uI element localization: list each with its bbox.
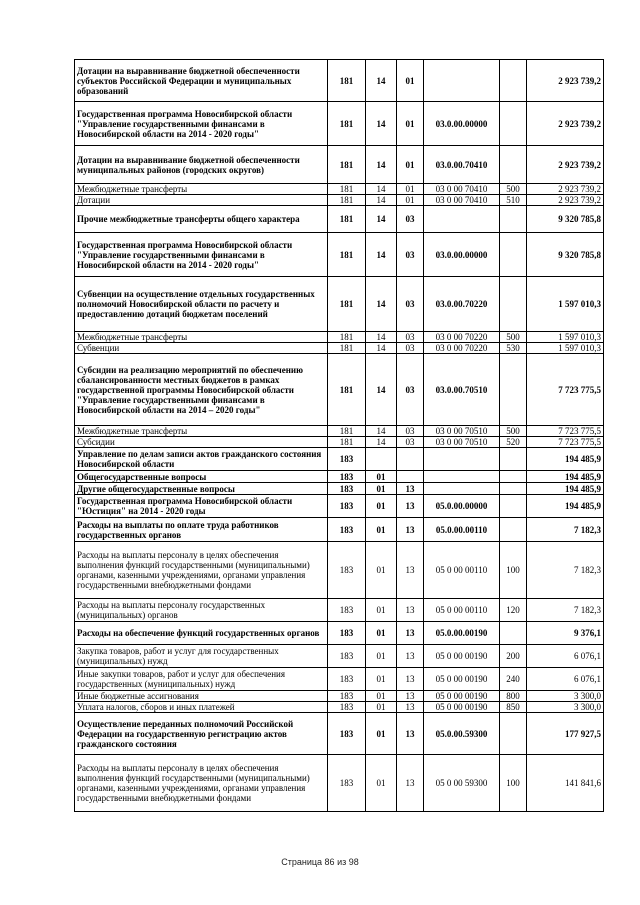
row-name-cell: Государственная программа Новосибирской области "Управление государственными финансами в Новосибирской области на 2014 - 2020 годы" — [75, 233, 328, 277]
row-subsection-cell: 13 — [397, 542, 424, 599]
row-name-cell: Межбюджетные трансферты — [75, 426, 328, 437]
page-number: Страница 86 из 98 — [281, 857, 359, 867]
table-row — [75, 233, 604, 277]
row-grbs-cell: 181 — [328, 343, 366, 354]
row-target-item-cell: 05 0 00 00110 — [424, 542, 500, 599]
row-section-cell: 01 — [366, 495, 397, 518]
row-name-cell: Субсидии на реализацию мероприятий по обеспечению сбалансированности местных бюджетов в рамках государственной программы Новосибирской области "Управление государственными финансами в Новосибирской области на 2014 – 2020 годы" — [75, 354, 328, 426]
table-row — [75, 354, 604, 426]
row-expense-type-cell: 500 — [500, 332, 527, 343]
row-name-cell: Субвенции на осуществление отдельных государственных полномочий Новосибирской области по расчету и предоставлению дотаций бюджетам поселений — [75, 277, 328, 332]
row-amount-cell: 6 076,1 — [527, 668, 604, 691]
row-section-cell: 14 — [366, 277, 397, 332]
row-grbs-cell: 183 — [328, 599, 366, 622]
row-section-cell: 14 — [366, 184, 397, 195]
table-row — [75, 645, 604, 668]
row-amount-cell: 3 300,0 — [527, 702, 604, 713]
row-target-item-cell: 05 0 00 00190 — [424, 668, 500, 691]
row-subsection-cell: 13 — [397, 755, 424, 812]
row-section-cell: 01 — [366, 713, 397, 755]
row-target-item-cell: 03 0 00 70410 — [424, 195, 500, 206]
row-section-cell: 01 — [366, 471, 397, 483]
row-subsection-cell: 03 — [397, 437, 424, 448]
row-expense-type-cell: 200 — [500, 645, 527, 668]
row-name-cell: Прочие межбюджетные трансферты общего характера — [75, 206, 328, 233]
row-section-cell: 01 — [366, 755, 397, 812]
row-section-cell: 14 — [366, 354, 397, 426]
row-section-cell: 01 — [366, 622, 397, 645]
row-target-item-cell: 03 0 00 70220 — [424, 332, 500, 343]
row-subsection-cell: 03 — [397, 354, 424, 426]
table-row — [75, 471, 604, 483]
row-subsection-cell: 01 — [397, 60, 424, 102]
table-row — [75, 542, 604, 599]
row-subsection-cell — [397, 471, 424, 483]
row-subsection-cell: 03 — [397, 343, 424, 354]
table-row — [75, 146, 604, 184]
row-target-item-cell — [424, 483, 500, 495]
row-name-cell: Государственная программа Новосибирской области "Управление государственными финансами в Новосибирской области на 2014 - 2020 годы" — [75, 102, 328, 146]
row-grbs-cell: 183 — [328, 483, 366, 495]
row-expense-type-cell: 850 — [500, 702, 527, 713]
row-amount-cell: 7 182,3 — [527, 542, 604, 599]
row-expense-type-cell: 800 — [500, 691, 527, 702]
row-name-cell: Закупка товаров, работ и услуг для государственных (муниципальных) нужд — [75, 645, 328, 668]
row-expense-type-cell — [500, 495, 527, 518]
budget-table-sheet — [74, 59, 603, 812]
row-target-item-cell: 05.0.00.00110 — [424, 518, 500, 542]
row-target-item-cell: 05 0 00 59300 — [424, 755, 500, 812]
row-subsection-cell — [397, 448, 424, 471]
row-section-cell: 14 — [366, 426, 397, 437]
row-target-item-cell — [424, 60, 500, 102]
row-expense-type-cell: 510 — [500, 195, 527, 206]
table-row — [75, 483, 604, 495]
budget-table — [74, 59, 604, 812]
row-section-cell: 14 — [366, 343, 397, 354]
row-section-cell: 14 — [366, 332, 397, 343]
row-amount-cell: 9 376,1 — [527, 622, 604, 645]
row-grbs-cell: 181 — [328, 195, 366, 206]
row-grbs-cell: 183 — [328, 702, 366, 713]
row-expense-type-cell — [500, 354, 527, 426]
row-target-item-cell: 05 0 00 00110 — [424, 599, 500, 622]
row-amount-cell: 2 923 739,2 — [527, 60, 604, 102]
row-expense-type-cell — [500, 483, 527, 495]
table-row — [75, 343, 604, 354]
row-name-cell: Иные закупки товаров, работ и услуг для обеспечения государственных (муниципальных) нужд — [75, 668, 328, 691]
table-row — [75, 622, 604, 645]
row-name-cell: Другие общегосударственные вопросы — [75, 483, 328, 495]
row-expense-type-cell: 500 — [500, 426, 527, 437]
row-name-cell: Дотации — [75, 195, 328, 206]
row-section-cell: 14 — [366, 206, 397, 233]
row-name-cell: Государственная программа Новосибирской области "Юстиция" на 2014 - 2020 годы — [75, 495, 328, 518]
row-subsection-cell: 13 — [397, 691, 424, 702]
row-target-item-cell: 05 0 00 00190 — [424, 702, 500, 713]
row-name-cell: Дотации на выравнивание бюджетной обеспеченности субъектов Российской Федерации и муниципальных образований — [75, 60, 328, 102]
row-grbs-cell: 181 — [328, 102, 366, 146]
row-grbs-cell: 183 — [328, 645, 366, 668]
row-expense-type-cell — [500, 60, 527, 102]
row-target-item-cell: 05.0.00.00000 — [424, 495, 500, 518]
row-expense-type-cell — [500, 277, 527, 332]
row-amount-cell: 2 923 739,2 — [527, 195, 604, 206]
row-section-cell: 01 — [366, 702, 397, 713]
row-amount-cell: 1 597 010,3 — [527, 277, 604, 332]
row-subsection-cell: 13 — [397, 713, 424, 755]
table-row — [75, 277, 604, 332]
row-amount-cell: 7 723 775,5 — [527, 426, 604, 437]
row-expense-type-cell — [500, 206, 527, 233]
row-amount-cell: 3 300,0 — [527, 691, 604, 702]
row-subsection-cell: 13 — [397, 702, 424, 713]
row-grbs-cell: 181 — [328, 233, 366, 277]
row-target-item-cell: 05 0 00 00190 — [424, 645, 500, 668]
table-row — [75, 426, 604, 437]
row-name-cell: Расходы на выплаты персоналу в целях обеспечения выполнения функций государственными (муниципальными) органами, казенными учреждениями, органами управления государственными внебюджетными фондами — [75, 542, 328, 599]
row-grbs-cell: 181 — [328, 184, 366, 195]
row-subsection-cell: 03 — [397, 332, 424, 343]
row-expense-type-cell: 500 — [500, 184, 527, 195]
table-row — [75, 668, 604, 691]
row-section-cell — [366, 448, 397, 471]
row-amount-cell: 194 485,9 — [527, 471, 604, 483]
row-name-cell: Иные бюджетные ассигнования — [75, 691, 328, 702]
row-target-item-cell: 03.0.00.00000 — [424, 233, 500, 277]
table-row — [75, 184, 604, 195]
row-subsection-cell: 13 — [397, 495, 424, 518]
row-subsection-cell: 13 — [397, 668, 424, 691]
row-section-cell: 01 — [366, 599, 397, 622]
table-row — [75, 495, 604, 518]
row-subsection-cell: 13 — [397, 599, 424, 622]
row-grbs-cell: 181 — [328, 437, 366, 448]
row-grbs-cell: 183 — [328, 691, 366, 702]
row-expense-type-cell — [500, 146, 527, 184]
row-expense-type-cell: 120 — [500, 599, 527, 622]
row-grbs-cell: 181 — [328, 354, 366, 426]
row-target-item-cell — [424, 471, 500, 483]
row-grbs-cell: 183 — [328, 471, 366, 483]
row-target-item-cell — [424, 206, 500, 233]
row-target-item-cell: 05.0.00.59300 — [424, 713, 500, 755]
row-expense-type-cell: 100 — [500, 755, 527, 812]
row-subsection-cell: 03 — [397, 277, 424, 332]
table-row — [75, 518, 604, 542]
row-name-cell: Межбюджетные трансферты — [75, 332, 328, 343]
row-target-item-cell: 03.0.00.00000 — [424, 102, 500, 146]
row-amount-cell: 1 597 010,3 — [527, 332, 604, 343]
row-target-item-cell: 03 0 00 70510 — [424, 426, 500, 437]
table-row — [75, 102, 604, 146]
row-amount-cell: 141 841,6 — [527, 755, 604, 812]
row-target-item-cell: 03 0 00 70220 — [424, 343, 500, 354]
row-section-cell: 01 — [366, 518, 397, 542]
row-section-cell: 01 — [366, 691, 397, 702]
row-expense-type-cell — [500, 622, 527, 645]
row-amount-cell: 177 927,5 — [527, 713, 604, 755]
row-expense-type-cell — [500, 471, 527, 483]
row-name-cell: Расходы на выплаты персоналу государственных (муниципальных) органов — [75, 599, 328, 622]
table-row — [75, 60, 604, 102]
row-target-item-cell: 03.0.00.70510 — [424, 354, 500, 426]
row-grbs-cell: 183 — [328, 713, 366, 755]
row-section-cell: 14 — [366, 233, 397, 277]
row-amount-cell: 7 182,3 — [527, 599, 604, 622]
row-amount-cell: 2 923 739,2 — [527, 102, 604, 146]
row-expense-type-cell: 240 — [500, 668, 527, 691]
row-target-item-cell: 03.0.00.70410 — [424, 146, 500, 184]
table-row — [75, 437, 604, 448]
row-grbs-cell: 181 — [328, 277, 366, 332]
row-name-cell: Общегосударственные вопросы — [75, 471, 328, 483]
row-name-cell: Уплата налогов, сборов и иных платежей — [75, 702, 328, 713]
row-subsection-cell: 13 — [397, 483, 424, 495]
row-expense-type-cell — [500, 518, 527, 542]
row-section-cell: 01 — [366, 668, 397, 691]
row-expense-type-cell: 530 — [500, 343, 527, 354]
row-name-cell: Расходы на выплаты по оплате труда работников государственных органов — [75, 518, 328, 542]
table-row — [75, 332, 604, 343]
row-subsection-cell: 01 — [397, 146, 424, 184]
row-amount-cell: 9 320 785,8 — [527, 206, 604, 233]
row-target-item-cell: 05 0 00 00190 — [424, 691, 500, 702]
row-amount-cell: 194 485,9 — [527, 483, 604, 495]
row-amount-cell: 2 923 739,2 — [527, 146, 604, 184]
row-section-cell: 14 — [366, 60, 397, 102]
row-section-cell: 14 — [366, 437, 397, 448]
row-subsection-cell: 03 — [397, 233, 424, 277]
row-amount-cell: 2 923 739,2 — [527, 184, 604, 195]
table-row — [75, 206, 604, 233]
row-expense-type-cell: 520 — [500, 437, 527, 448]
table-row — [75, 755, 604, 812]
row-name-cell: Межбюджетные трансферты — [75, 184, 328, 195]
row-target-item-cell: 05.0.00.00190 — [424, 622, 500, 645]
row-expense-type-cell — [500, 713, 527, 755]
row-grbs-cell: 183 — [328, 495, 366, 518]
row-subsection-cell: 13 — [397, 645, 424, 668]
row-grbs-cell: 183 — [328, 448, 366, 471]
row-grbs-cell: 183 — [328, 518, 366, 542]
row-grbs-cell: 181 — [328, 206, 366, 233]
table-row — [75, 713, 604, 755]
row-section-cell: 14 — [366, 146, 397, 184]
table-row — [75, 448, 604, 471]
row-name-cell: Дотации на выравнивание бюджетной обеспеченности муниципальных районов (городских округов) — [75, 146, 328, 184]
row-name-cell: Расходы на выплаты персоналу в целях обеспечения выполнения функций государственными (муниципальными) органами, казенными учреждениями, органами управления государственными внебюджетными фондами — [75, 755, 328, 812]
table-row — [75, 702, 604, 713]
table-row — [75, 195, 604, 206]
row-amount-cell: 7 182,3 — [527, 518, 604, 542]
table-row — [75, 691, 604, 702]
row-name-cell: Осуществление переданных полномочий Российской Федерации на государственную регистрацию актов гражданского состояния — [75, 713, 328, 755]
row-name-cell: Управление по делам записи актов гражданского состояния Новосибирской области — [75, 448, 328, 471]
row-grbs-cell: 181 — [328, 426, 366, 437]
row-target-item-cell: 03 0 00 70410 — [424, 184, 500, 195]
row-grbs-cell: 181 — [328, 332, 366, 343]
row-expense-type-cell: 100 — [500, 542, 527, 599]
row-section-cell: 01 — [366, 645, 397, 668]
row-name-cell: Расходы на обеспечение функций государственных органов — [75, 622, 328, 645]
row-subsection-cell: 03 — [397, 206, 424, 233]
row-amount-cell: 9 320 785,8 — [527, 233, 604, 277]
row-grbs-cell: 183 — [328, 755, 366, 812]
row-subsection-cell: 01 — [397, 195, 424, 206]
row-target-item-cell: 03.0.00.70220 — [424, 277, 500, 332]
row-expense-type-cell — [500, 102, 527, 146]
row-amount-cell: 7 723 775,5 — [527, 437, 604, 448]
row-section-cell: 01 — [366, 483, 397, 495]
row-subsection-cell: 13 — [397, 622, 424, 645]
row-amount-cell: 7 723 775,5 — [527, 354, 604, 426]
row-subsection-cell: 01 — [397, 184, 424, 195]
row-amount-cell: 194 485,9 — [527, 448, 604, 471]
row-grbs-cell: 181 — [328, 146, 366, 184]
row-amount-cell: 194 485,9 — [527, 495, 604, 518]
row-section-cell: 01 — [366, 542, 397, 599]
row-target-item-cell: 03 0 00 70510 — [424, 437, 500, 448]
table-row — [75, 599, 604, 622]
row-amount-cell: 6 076,1 — [527, 645, 604, 668]
row-subsection-cell: 03 — [397, 426, 424, 437]
row-expense-type-cell — [500, 448, 527, 471]
row-name-cell: Субсидии — [75, 437, 328, 448]
row-section-cell: 14 — [366, 102, 397, 146]
row-grbs-cell: 183 — [328, 668, 366, 691]
row-subsection-cell: 13 — [397, 518, 424, 542]
row-grbs-cell: 181 — [328, 60, 366, 102]
row-expense-type-cell — [500, 233, 527, 277]
row-grbs-cell: 183 — [328, 542, 366, 599]
row-section-cell: 14 — [366, 195, 397, 206]
row-name-cell: Субвенции — [75, 343, 328, 354]
row-grbs-cell: 183 — [328, 622, 366, 645]
row-target-item-cell — [424, 448, 500, 471]
row-amount-cell: 1 597 010,3 — [527, 343, 604, 354]
row-subsection-cell: 01 — [397, 102, 424, 146]
